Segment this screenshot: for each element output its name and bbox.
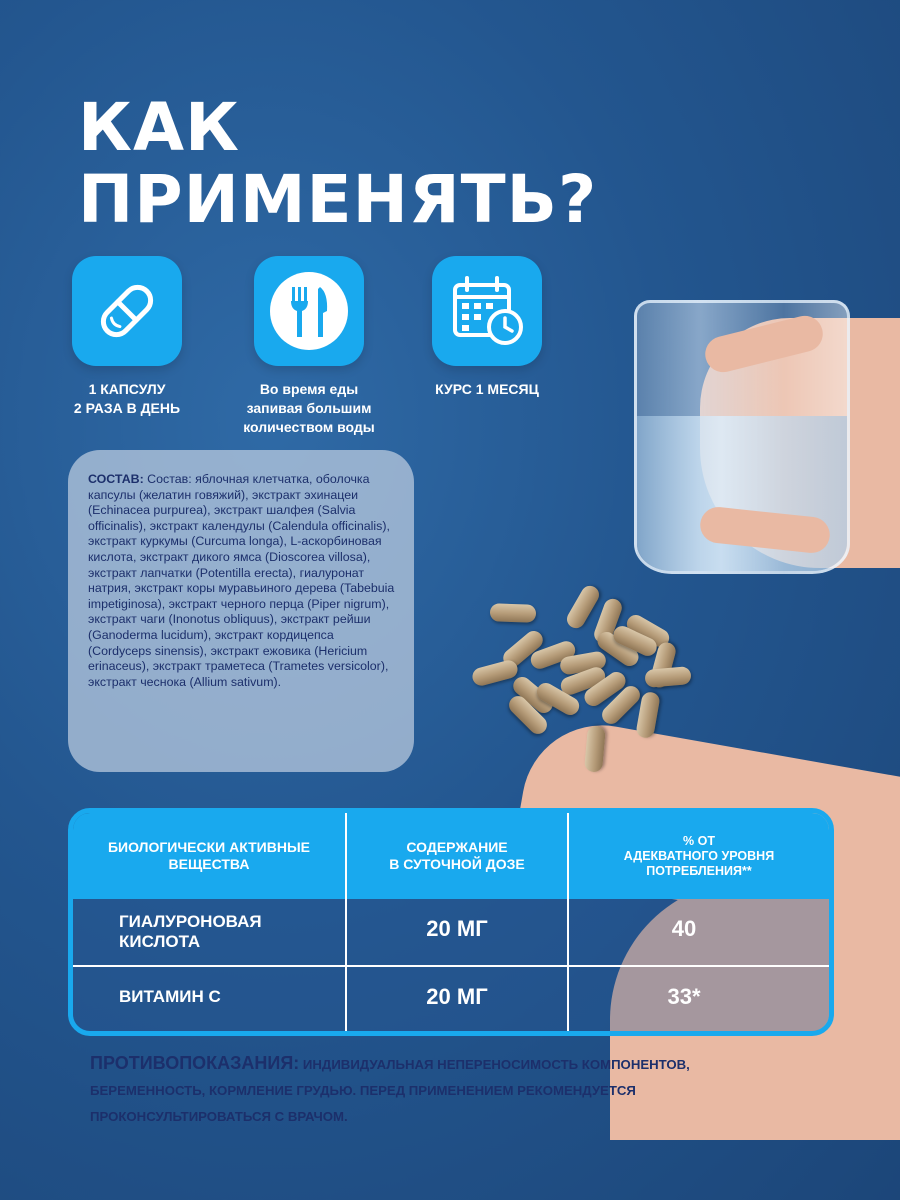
composition-text: Состав: яблочная клетчатка, оболочка капсулы (желатин говяжий), экстракт эхинацеи (Echinacea purpurea), экстракт шалфея (Salvia officinalis), экстракт календулы (Calendula officinalis), экстракт куркумы (Curcuma longa), L-аскорбиновая кислота, экстракт дикого ямса (Dioscorea villosa), экстракт лапчатки (Potentilla erecta), гиалуронат натрия, экстракт коры муравьиного дерева (Tabebuia impetiginosa), экстракт черного перца (Piper nigrum), экстракт чаги (Inonotus obliquus), экстракт рейши (Ganoderma lucidum), экстракт кордицепса (Cordyceps sinensis), экстракт ежовика (Hericium erinaceus), экстракт траметеса (Trametes versicolor), экстракт чеснока (Allium sativum). xyxy=(88,472,395,689)
row-dose: 20 МГ xyxy=(426,984,488,1009)
header-substances: БИОЛОГИЧЕСКИ АКТИВНЫЕ ВЕЩЕСТВА xyxy=(107,839,311,872)
table-row xyxy=(73,899,829,965)
fork-knife-icon xyxy=(265,267,353,355)
row-name: ГИАЛУРОНОВАЯ КИСЛОТА xyxy=(119,912,262,951)
contraindications xyxy=(90,1050,820,1130)
composition-label: СОСТАВ: xyxy=(88,472,144,486)
usage-caption-course: КУРС 1 МЕСЯЦ xyxy=(435,381,539,397)
contraindications-text-1: ИНДИВИДУАЛЬНАЯ НЕПЕРЕНОСИМОСТЬ КОМПОНЕНТОВ, xyxy=(299,1057,690,1072)
title-line-1: КАК xyxy=(78,89,240,166)
title-line-2: ПРИМЕНЯТЬ? xyxy=(78,161,598,238)
page-title xyxy=(78,89,598,238)
row-dose: 20 МГ xyxy=(426,916,488,941)
row-percent: 33* xyxy=(667,984,701,1009)
column-divider xyxy=(567,813,569,1031)
row-percent: 40 xyxy=(671,916,697,941)
table-row xyxy=(73,967,829,1036)
fork-knife-icon-box xyxy=(254,256,364,366)
nutrient-table xyxy=(68,808,834,1036)
column-divider xyxy=(345,813,347,1031)
header-daily-dose: СОДЕРЖАНИЕ В СУТОЧНОЙ ДОЗЕ xyxy=(389,839,525,872)
capsule-icon-box xyxy=(72,256,182,366)
capsule xyxy=(490,603,537,623)
usage-caption-meal: Во время еды запивая большим количеством воды xyxy=(243,381,375,435)
header-percent: % ОТ АДЕКВАТНОГО УРОВНЯ ПОТРЕБЛЕНИЯ** xyxy=(623,833,775,878)
composition-panel xyxy=(68,450,414,772)
contraindications-text-2: БЕРЕМЕННОСТЬ, КОРМЛЕНИЕ ГРУДЬЮ. ПЕРЕД ПРИМЕНЕНИЕМ РЕКОМЕНДУЕТСЯ xyxy=(90,1083,636,1098)
contraindications-label: ПРОТИВОПОКАЗАНИЯ: xyxy=(90,1053,300,1073)
calendar-clock-icon xyxy=(445,269,529,353)
contraindications-text-3: ПРОКОНСУЛЬТИРОВАТЬСЯ С ВРАЧОМ. xyxy=(90,1109,348,1124)
row-name: ВИТАМИН С xyxy=(119,987,221,1006)
usage-caption-dose: 1 КАПСУЛУ 2 РАЗА В ДЕНЬ xyxy=(73,381,181,416)
calendar-icon-box xyxy=(432,256,542,366)
capsule xyxy=(644,666,691,688)
capsule-icon xyxy=(87,271,167,351)
